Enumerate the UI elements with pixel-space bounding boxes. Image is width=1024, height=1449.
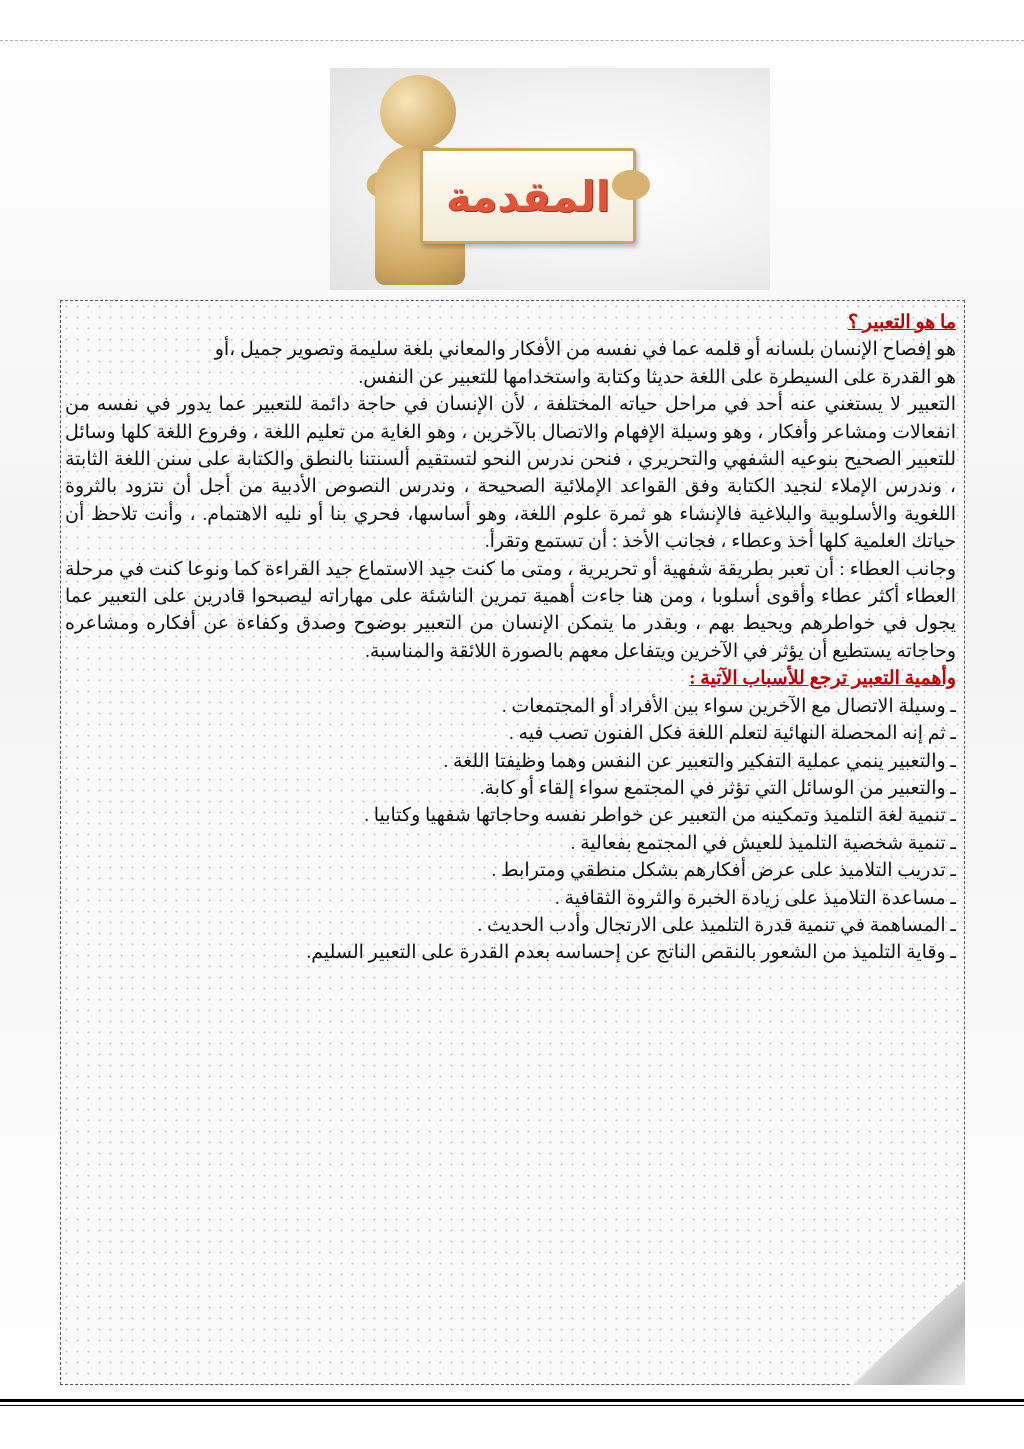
list-item: ـ والتعبير من الوسائل التي تؤثر في المجتمع سواء إلقاء أو كابة. (479, 777, 956, 799)
article-text (65, 309, 956, 967)
figure-hand (612, 170, 650, 200)
paragraph-1: التعبير لا يستغني عنه أحد في مراحل حياته المختلفة ، لأن الإنسان في حاجة دائمة للتعبير عما يدور في نفسه من انفعالات ومشاعر وأفكار ، وهو وسيلة الإفهام والاتصال بالآخرين ، وهو الغاية من تعليم اللغة ، وفروع اللغة كلها وسائل للتعبير الصحيح بنوعيه الشفهي والتحريري ، فنحن ندرس النحو لتستقيم ألسنتنا بالنطق والكتابة على سنن اللغة الثابتة ، وندرس الإملاء لنجيد الكتابة وفق القواعد الإملائية الصحيحة ، وندرس النصوص الأدبية من أجل أن نتزود بالثروة اللغوية والأسلوبية والبلاغية فالإنشاء هو ثمرة علوم اللغة، وهو أساسها، فحري بنا أو نليه الاهتمام. ، وأنت تلاحظ أن حياتك العلمية كلها أخذ وعطاء ، فجانب الأخذ : أن تستمع وتقرأ. (65, 394, 956, 553)
bottom-divider-thin (0, 1405, 1024, 1406)
figure-holding-sign-image (360, 70, 660, 290)
list-item: ـ تنمية لغة التلميذ وتمكينه من التعبير عن خواطر نفسه وحاجاتها شفهيا وكتابيا . (364, 805, 956, 827)
list-item: ـ وسيلة الاتصال مع الآخرين سواء بين الأفراد أو المجتمعات . (501, 695, 956, 717)
list-item: ـ ثم إنه المحصلة النهائية لتعلم اللغة فكل الفنون تصب فيه . (509, 723, 956, 745)
list-item: ـ والتعبير ينمي عملية التفكير والتعبير عن النفس وهما وظيفتا اللغة . (443, 750, 956, 772)
reasons-list (65, 693, 956, 967)
top-divider (0, 40, 1024, 41)
content-box (60, 300, 965, 1385)
list-item: ـ المساهمة في تنمية قدرة التلميذ على الارتجال وأدب الحديث . (477, 914, 956, 936)
definition-line-1: هو إفصاح الإنسان بلسانه أو قلمه عما في نفسه من الأفكار والمعاني بلغة سليمة وتصوير جميل ،أو (214, 339, 956, 361)
bottom-divider (0, 1399, 1024, 1402)
figure-head (380, 75, 456, 149)
banner-title: المقدمة (445, 171, 611, 221)
list-item: ـ تدريب التلاميذ على عرض أفكارهم بشكل منطقي ومترابط . (491, 860, 956, 882)
paragraph-2: وجانب العطاء : أن تعبر بطريقة شفهية أو تحريرية ، ومتى ما كنت جيد الاستماع جيد القراءة كما ونوعا كنت في مرحلة العطاء أكثر عطاء وأقوى أسلوبا ، ومن هنا جاءت أهمية تمرين الناشئة على مهاراته ليصبحوا قادرين على التعبير عما يجول في خواطرهم ويحيط بهم ، وبقدر ما يتمكن الإنسان من التعبير بوضوح وصدق وكفاءة عن أفكاره ومشاعره وحاجاته يستطيع أن يؤثر في الآخرين ويتفاعل معهم بالصورة اللائقة والمناسبة. (65, 558, 956, 662)
list-item: ـ تنمية شخصية التلميذ للعيش في المجتمع بفعالية . (570, 832, 956, 854)
list-item: ـ وقاية التلميذ من الشعور بالنقص الناتج عن إحساسه بعدم القدرة على التعبير السليم. (306, 942, 956, 964)
list-item: ـ مساعدة التلاميذ على زيادة الخبرة والثروة الثقافية . (555, 887, 956, 909)
definition-line-2: هو القدرة على السيطرة على اللغة حديثا وكتابة واستخدامها للتعبير عن النفس. (358, 366, 956, 388)
section-heading-importance: وأهمية التعبير ترجع للأسباب الآتية : (689, 668, 956, 690)
sign-board (420, 148, 636, 244)
section-heading-what-is-expression: ما هو التعبير ؟ (847, 312, 956, 333)
